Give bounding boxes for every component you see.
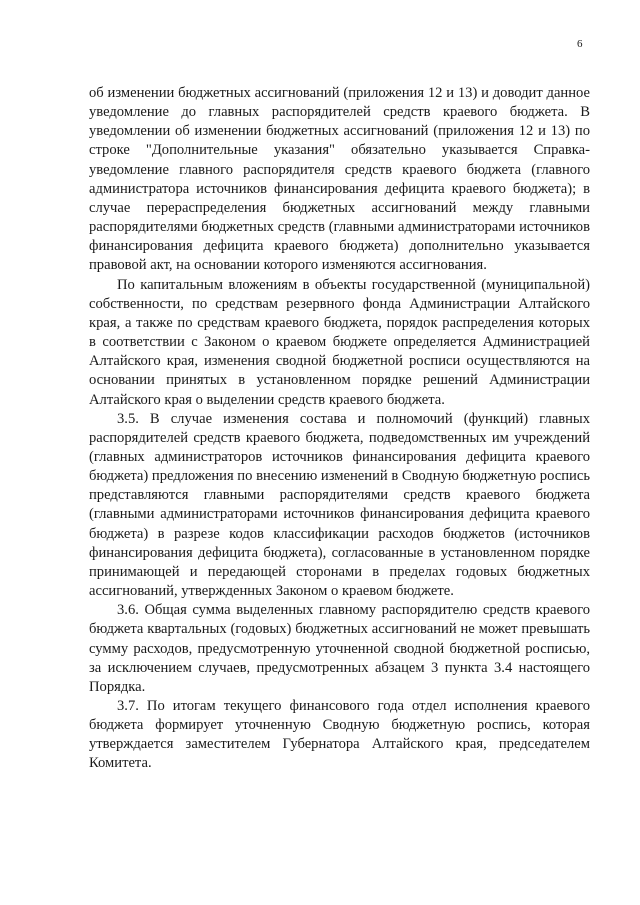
document-body <box>89 84 590 774</box>
paragraph-capital-investments: По капитальным вложениям в объекты государственной (муниципальной) собственности, по средствам резервного фонда Администрации Алтайского края, а также по средствам краевого бюджета, порядок распределения которых в соответствии с Законом о краевом бюджете определяется Администрацией Алтайского края, изменения сводной бюджетной росписи осуществляются на основании принятых в установленном порядке решений Администрации Алтайского края о выделении средств краевого бюджета. <box>89 276 590 408</box>
page-number: 6 <box>577 38 583 50</box>
paragraph-3-5: 3.5. В случае изменения состава и полномочий (функций) главных распорядителей средств краевого бюджета, подведомственных им учреждений (главных администраторов источников финансирования дефицита краевого бюджета) предложения по внесению изменений в Сводную бюджетную роспись представляются главными распорядителями средств краевого бюджета (главными администраторами источников финансирования дефицита краевого бюджета) в разрезе кодов классификации расходов бюджетов (источников финансирования дефицита бюджета), согласованные в установленном порядке принимающей и передающей сторонами в пределах годовых бюджетных ассигнований, утвержденных Законом о краевом бюджете. <box>89 410 590 600</box>
paragraph-continuation: об изменении бюджетных ассигнований (приложения 12 и 13) и доводит данное уведомление до главных распорядителей средств краевого бюджета. В уведомлении об изменении бюджетных ассигнований (приложения 12 и 13) по строке "Дополнительные указания" обязательно указывается Справка-уведомление главного распорядителя средств краевого бюджета (главного администратора источников финансирования дефицита краевого бюджета); в случае перераспределения бюджетных ассигнований между главными распорядителями бюджетных средств (главными администраторами источников финансирования дефицита краевого бюджета) дополнительно указывается правовой акт, на основании которого изменяются ассигнования. <box>89 85 590 274</box>
paragraph-3-6: 3.6. Общая сумма выделенных главному распорядителю средств краевого бюджета квартальных (годовых) бюджетных ассигнований не может превышать сумму расходов, предусмотренную уточненной сводной бюджетной росписью, за исключением случаев, предусмотренных абзацем 3 пункта 3.4 настоящего Порядка. <box>89 602 590 695</box>
paragraph-3-7: 3.7. По итогам текущего финансового года отдел исполнения краевого бюджета формирует уточненную Сводную бюджетную роспись, которая утверждается заместителем Губернатора Алтайского края, председателем Комитета. <box>89 698 590 772</box>
